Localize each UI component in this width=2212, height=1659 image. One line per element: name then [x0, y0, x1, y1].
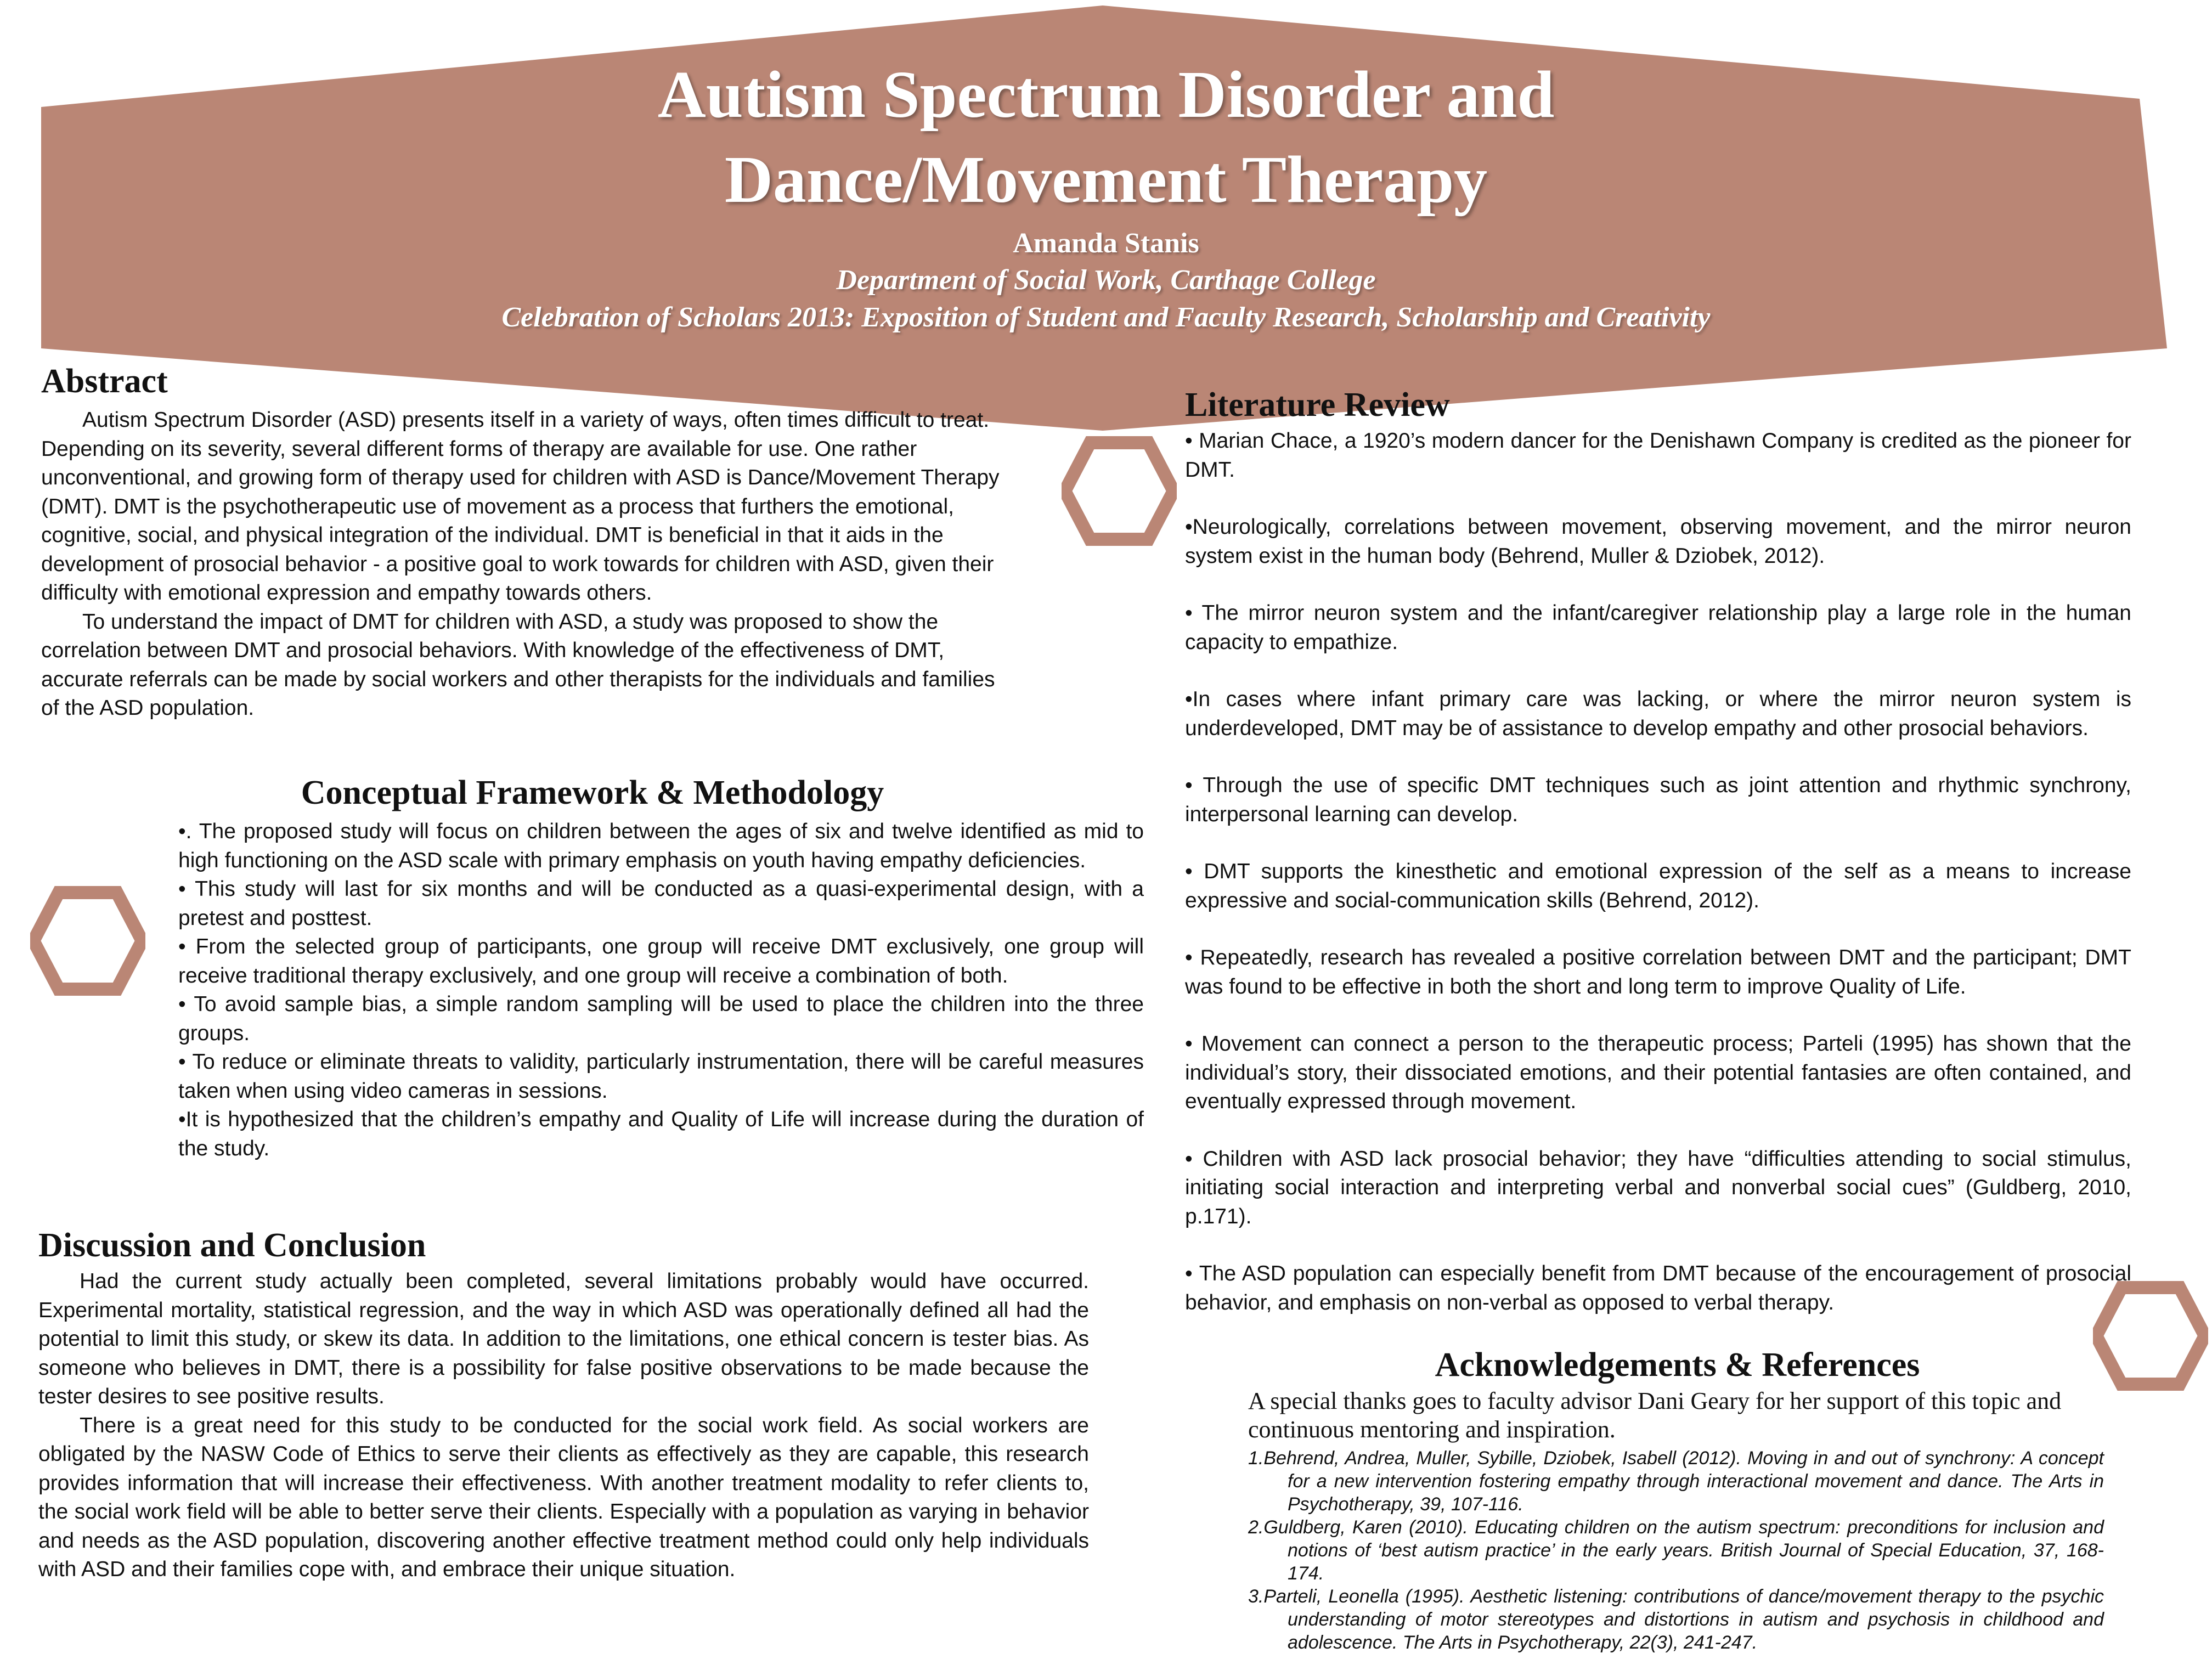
- discussion-heading: Discussion and Conclusion: [38, 1227, 426, 1264]
- department: Department of Social Work, Carthage College: [836, 264, 1376, 296]
- event-name: Celebration of Scholars 2013: Exposition of Student and Faculty Research, Scholarship and Creativity: [501, 302, 1711, 333]
- framework-bullet: • From the selected group of participants, one group will receive DMT exclusively, one group will receive traditional therapy exclusively, and one group will receive a combination of both.: [178, 935, 1144, 988]
- literature-body: [1185, 427, 2131, 1346]
- abstract-heading: Abstract: [41, 363, 168, 400]
- acknowledgements-heading: Acknowledgements & References: [1435, 1346, 1920, 1384]
- framework-bullet: • This study will last for six months and will be conducted as a quasi-experimental design, with a pretest and posttest.: [178, 877, 1144, 930]
- literature-bullet: • Repeatedly, research has revealed a positive correlation between DMT and the participant; DMT was found to be effective in both the short and long term to improve Quality of Life.: [1185, 946, 2131, 998]
- references-list: [1248, 1447, 2104, 1654]
- reference-item: 1.Behrend, Andrea, Muller, Sybille, Dziobek, Isabell (2012). Moving in and out of synchrony: A concept for a new intervention fostering empathy through interactional movement and dance. The Arts in Psychotherapy, 39, 107-116.: [1248, 1448, 2104, 1515]
- framework-bullet: •. The proposed study will focus on children between the ages of six and twelve identified as mid to high functioning on the ASD scale with primary emphasis on youth having empathy deficiencies.: [178, 820, 1144, 872]
- discussion-paragraph: Had the current study actually been completed, several limitations probably would have occurred. Experimental mortality, statistical regression, and the way in which ASD was operationally defined all had the potential to limit this study, or skew its data. In addition to the limitations, one ethical concern is tester bias. As someone who believes in DMT, there is a possibility for false positive observations to be made because the tester desires to see positive results.: [38, 1269, 1089, 1408]
- literature-bullet: • Children with ASD lack prosocial behavior; they have “difficulties attending to social stimulus, initiating social interaction and interpreting verbal and nonverbal social cues” (Guldberg, 2010, p.171).: [1185, 1147, 2131, 1228]
- framework-heading: Conceptual Framework & Methodology: [301, 774, 884, 811]
- framework-body: [178, 817, 1144, 1163]
- title-block: [0, 52, 2212, 336]
- framework-bullet: •It is hypothesized that the children’s empathy and Quality of Life will increase during the duration of the study.: [178, 1108, 1144, 1160]
- literature-bullet: • Through the use of specific DMT techniques such as joint attention and rhythmic synchrony, interpersonal learning can develop.: [1185, 774, 2131, 826]
- hexagon-decoration-top-center: [1062, 433, 1177, 549]
- literature-bullet: •In cases where infant primary care was lacking, or where the mirror neuron system is underdeveloped, DMT may be of assistance to develop empathy and other prosocial behaviors.: [1185, 687, 2131, 740]
- reference-item: 3.Parteli, Leonella (1995). Aesthetic listening: contributions of dance/movement therapy to the psychic understanding of motor stereotypes and distortions in autism and psychosis in childhood and adolescence. The Arts in Psychotherapy, 22(3), 241-247.: [1248, 1586, 2104, 1653]
- poster-title-line1: Autism Spectrum Disorder and: [657, 58, 1555, 132]
- literature-bullet: • The mirror neuron system and the infant/caregiver relationship play a large role in the human capacity to empathize.: [1185, 601, 2131, 654]
- framework-bullet: • To reduce or eliminate threats to validity, particularly instrumentation, there will be careful measures taken when using video cameras in sessions.: [178, 1050, 1144, 1103]
- literature-bullet: • Movement can connect a person to the therapeutic process; Parteli (1995) has shown that the individual’s story, their dissociated emotions, and their potential fantasies are often contained, and eventually expressed through movement.: [1185, 1032, 2131, 1113]
- discussion-body: [38, 1267, 1089, 1584]
- discussion-paragraph: There is a great need for this study to be conducted for the social work field. As social workers are obligated by the NASW Code of Ethics to serve their clients as effectively as they are capable, this research provides information that will increase their effectiveness. With another treatment modality to refer clients to, the social work field will be able to better serve their clients. Especially with a population as varying in behavior and needs as the ASD population, discovering another effective treatment method could only help individuals with ASD and their families cope with, and embrace their unique situation.: [38, 1413, 1089, 1581]
- literature-bullet: • The ASD population can especially benefit from DMT because of the encouragement of prosocial behavior, and emphasis on non-verbal as opposed to verbal therapy.: [1185, 1262, 2131, 1314]
- framework-bullet: • To avoid sample bias, a simple random sampling will be used to place the children into the three groups.: [178, 992, 1144, 1045]
- abstract-body: [41, 406, 1001, 723]
- literature-heading: Literature Review: [1185, 386, 1450, 424]
- hexagon-decoration-left: [30, 883, 145, 998]
- acknowledgements-thanks: A special thanks goes to faculty advisor Dani Geary for her support of this topic and continuous mentoring and inspiration.: [1248, 1387, 2062, 1443]
- abstract-paragraph: Autism Spectrum Disorder (ASD) presents itself in a variety of ways, often times difficult to treat. Depending on its severity, several different forms of therapy are available for use. One rather unconventional, and growing form of therapy used for children with ASD is Dance/Movement Therapy (DMT). DMT is the psychotherapeutic use of movement as a process that furthers the emotional, cognitive, social, and physical integration of the individual. DMT is beneficial in that it aids in the development of prosocial behavior - a positive goal to work towards for children with ASD, given their difficulty with emotional expression and empathy towards others.: [41, 408, 1000, 605]
- reference-item: 2.Guldberg, Karen (2010). Educating children on the autism spectrum: preconditions for inclusion and notions of ‘best autism practice’ in the early years. British Journal of Special Education, 37, 168-174.: [1248, 1517, 2104, 1584]
- literature-bullet: •Neurologically, correlations between movement, observing movement, and the mirror neuron system exist in the human body (Behrend, Muller & Dziobek, 2012).: [1185, 515, 2131, 568]
- abstract-paragraph: To understand the impact of DMT for children with ASD, a study was proposed to show the correlation between DMT and prosocial behaviors. With knowledge of the effectiveness of DMT, accurate referrals can be made by social workers and other therapists for the individuals and families of the ASD population.: [41, 610, 995, 720]
- author-name: Amanda Stanis: [1013, 228, 1199, 259]
- poster-title-line2: Dance/Movement Therapy: [724, 143, 1488, 217]
- literature-bullet: • DMT supports the kinesthetic and emotional expression of the self as a means to increase expressive and social-communication skills (Behrend, 2012).: [1185, 860, 2131, 912]
- literature-bullet: • Marian Chace, a 1920’s modern dancer for the Denishawn Company is credited as the pioneer for DMT.: [1185, 429, 2131, 482]
